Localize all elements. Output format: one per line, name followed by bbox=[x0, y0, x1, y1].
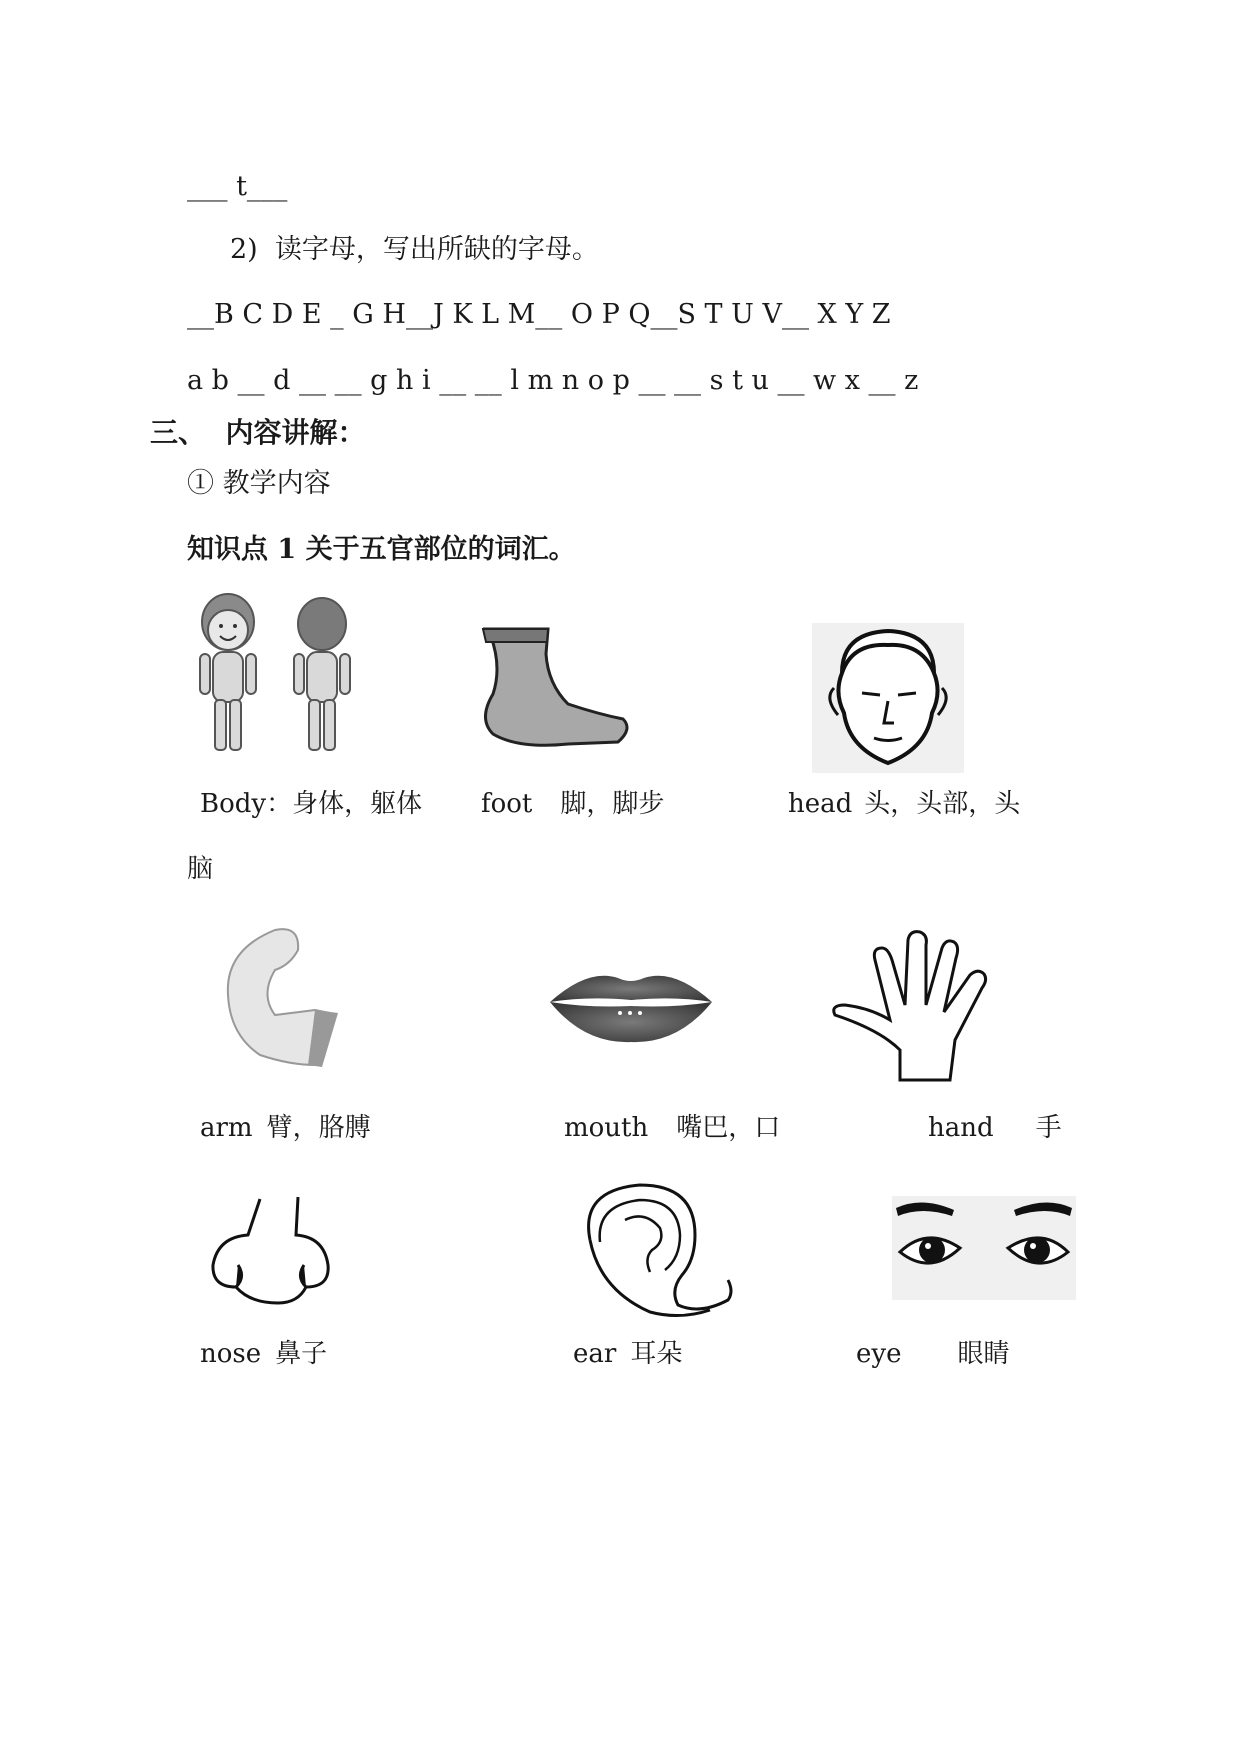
ear-icon bbox=[570, 1180, 736, 1320]
caption-head-wrap: 脑 bbox=[187, 854, 214, 884]
mouth-icon bbox=[548, 960, 714, 1044]
head-icon bbox=[812, 623, 964, 773]
section-heading: 三、 内容讲解： bbox=[150, 416, 366, 449]
nose-icon bbox=[208, 1195, 334, 1305]
caption-nose bbox=[200, 1337, 327, 1371]
blank-t-line: ___ t___ bbox=[187, 171, 288, 202]
body-icon bbox=[186, 592, 376, 762]
meaning-head: 头，头部，头 bbox=[864, 789, 1021, 819]
meaning-ear: 耳朵 bbox=[630, 1339, 683, 1369]
caption-eye bbox=[856, 1337, 1009, 1371]
meaning-eye: 眼睛 bbox=[957, 1339, 1010, 1369]
meaning-body: ：身体，躯体 bbox=[266, 789, 423, 819]
caption-arm bbox=[200, 1111, 371, 1145]
meaning-foot: 脚，脚步 bbox=[560, 789, 665, 819]
hand-icon bbox=[830, 930, 1000, 1090]
word-head: head bbox=[788, 789, 853, 819]
question-2: 2) 读字母，写出所缺的字母。 bbox=[230, 234, 599, 265]
word-mouth: mouth bbox=[564, 1113, 649, 1143]
caption-foot bbox=[481, 787, 664, 821]
word-nose: nose bbox=[200, 1339, 262, 1369]
caption-body bbox=[200, 787, 422, 821]
meaning-arm: 臂，胳膊 bbox=[266, 1113, 371, 1143]
eye-icon bbox=[892, 1196, 1076, 1300]
lowercase-letters-exercise: a b __ d __ __ g h i __ __ l m n o p __ __ s t u __ w x __ z bbox=[187, 365, 919, 396]
caption-head bbox=[788, 787, 1020, 821]
word-arm: arm bbox=[200, 1113, 253, 1143]
word-eye: eye bbox=[856, 1339, 902, 1369]
teaching-content-label: ① 教学内容 bbox=[187, 468, 331, 499]
meaning-hand: 手 bbox=[1035, 1113, 1062, 1143]
word-foot: foot bbox=[481, 789, 533, 819]
word-hand: hand bbox=[928, 1113, 994, 1143]
knowledge-point-title: 知识点 1 关于五官部位的词汇。 bbox=[187, 534, 576, 565]
caption-ear bbox=[573, 1337, 682, 1371]
caption-hand bbox=[928, 1111, 1062, 1145]
word-ear: ear bbox=[573, 1339, 617, 1369]
meaning-mouth: 嘴巴，口 bbox=[676, 1113, 781, 1143]
meaning-nose: 鼻子 bbox=[275, 1339, 328, 1369]
word-body: Body bbox=[200, 789, 267, 819]
uppercase-letters-exercise: __B C D E _ G H__J K L M__ O P Q__S T U V__ X Y Z bbox=[187, 299, 891, 330]
arm-icon bbox=[220, 925, 340, 1070]
caption-mouth bbox=[564, 1111, 780, 1145]
foot-icon bbox=[478, 624, 638, 764]
